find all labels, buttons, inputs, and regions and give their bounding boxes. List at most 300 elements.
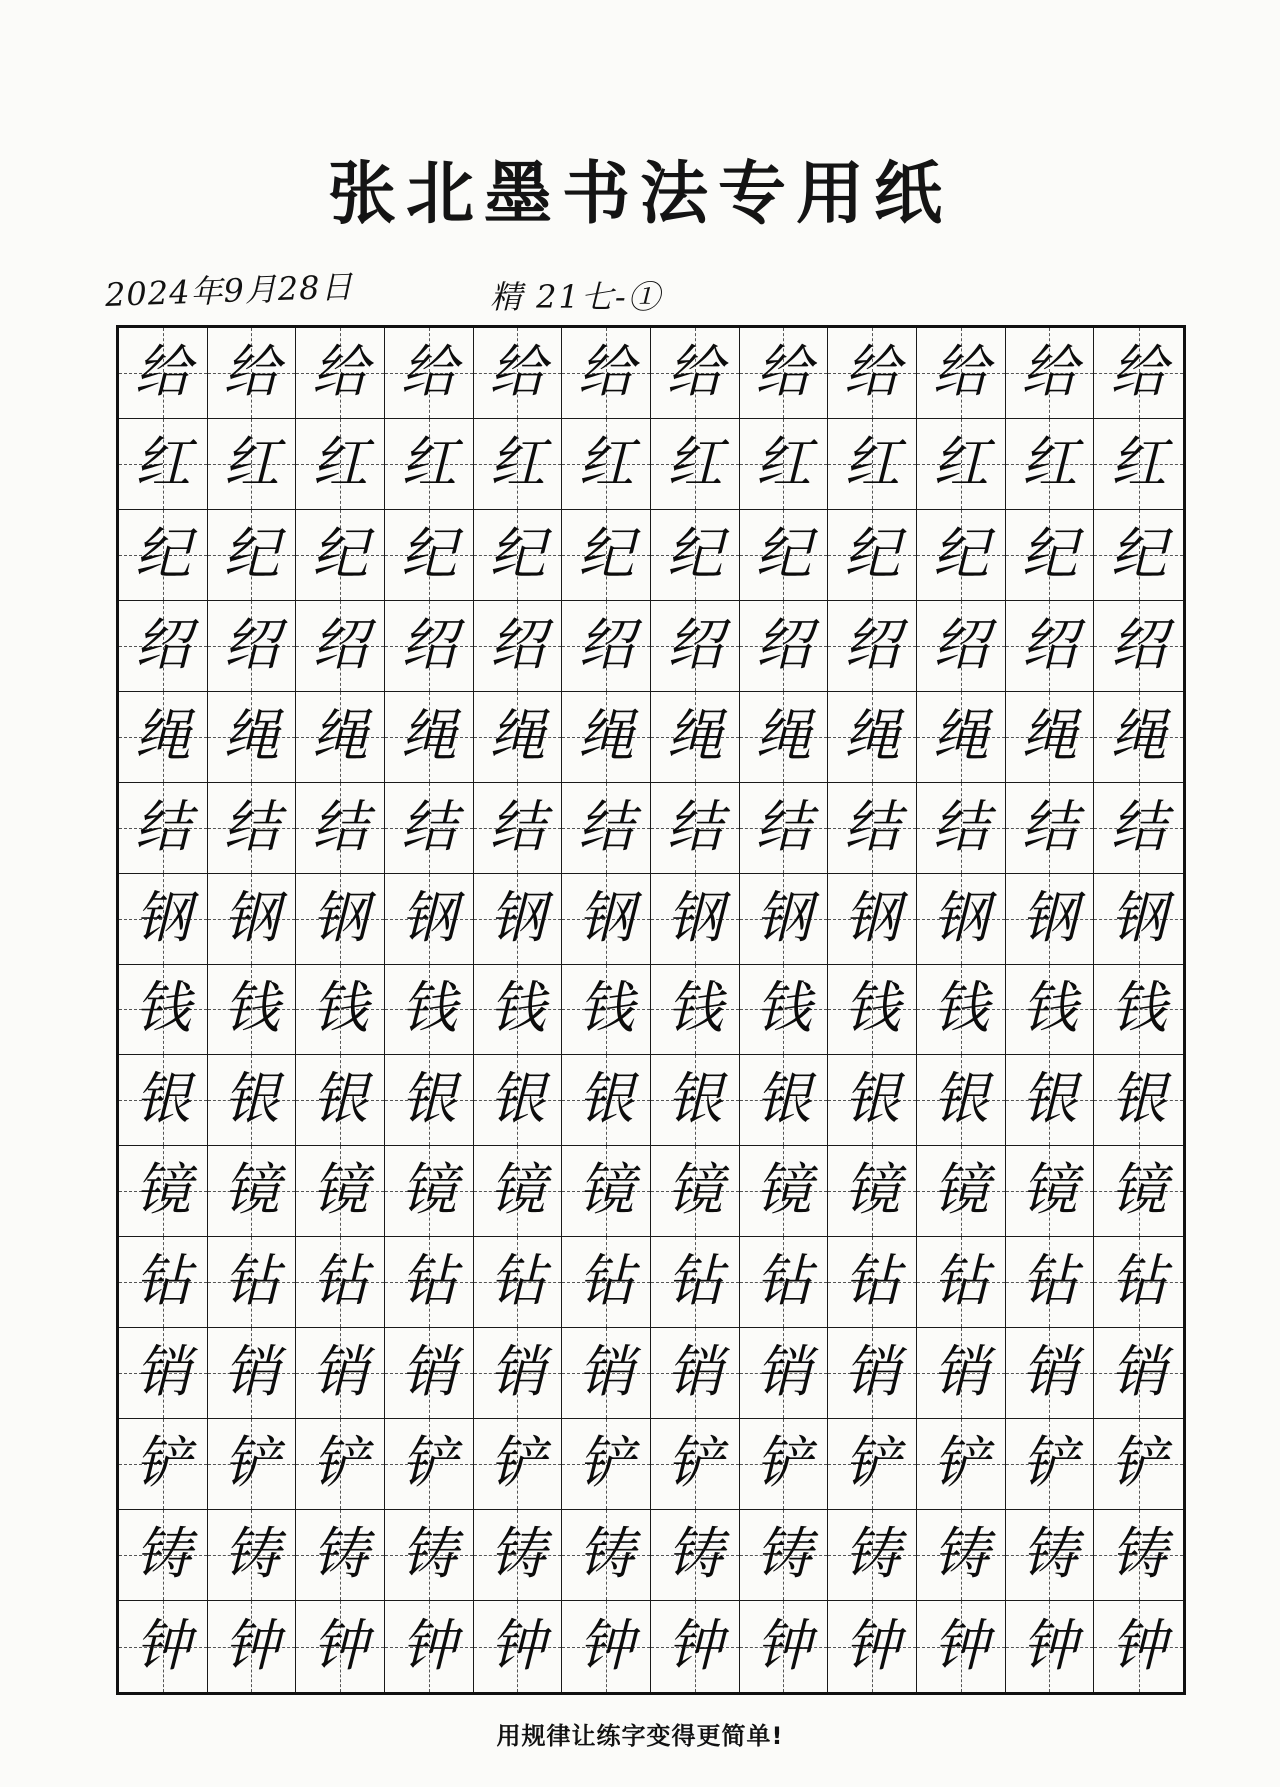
practice-character: 纪 <box>134 521 191 587</box>
grid-cell <box>474 328 563 419</box>
practice-character: 铲 <box>1021 1431 1078 1497</box>
grid-cell <box>1094 1419 1183 1510</box>
practice-character: 铸 <box>223 1522 280 1588</box>
practice-character: 钱 <box>755 976 812 1042</box>
grid-cell <box>385 328 474 419</box>
practice-character: 铸 <box>1021 1522 1078 1588</box>
practice-character: 铲 <box>489 1431 546 1497</box>
practice-character: 销 <box>1110 1340 1167 1406</box>
practice-character: 绳 <box>1021 703 1078 769</box>
grid-cell <box>917 1510 1006 1601</box>
grid-cell <box>740 510 829 601</box>
practice-character: 给 <box>666 339 723 405</box>
grid-cell <box>119 1146 208 1237</box>
grid-cell <box>208 692 297 783</box>
practice-character: 钻 <box>223 1249 280 1315</box>
grid-cell <box>740 419 829 510</box>
practice-character: 钢 <box>666 885 723 951</box>
grid-cell <box>828 1419 917 1510</box>
grid-cell <box>474 419 563 510</box>
grid-cell <box>474 1237 563 1328</box>
practice-character: 银 <box>489 1067 546 1133</box>
practice-character: 纪 <box>755 521 812 587</box>
practice-character: 结 <box>1021 794 1078 860</box>
practice-character: 镜 <box>400 1158 457 1224</box>
practice-character: 钻 <box>932 1249 989 1315</box>
practice-character: 钱 <box>1021 976 1078 1042</box>
practice-character: 镜 <box>755 1158 812 1224</box>
grid-cell <box>385 874 474 965</box>
grid-cell <box>208 1510 297 1601</box>
practice-character: 钢 <box>1110 885 1167 951</box>
practice-character: 给 <box>755 339 812 405</box>
grid-cell <box>208 419 297 510</box>
practice-character: 绳 <box>666 703 723 769</box>
practice-character: 镜 <box>844 1158 901 1224</box>
grid-cell <box>651 1237 740 1328</box>
practice-character: 钢 <box>223 885 280 951</box>
practice-character: 红 <box>312 430 369 496</box>
practice-character: 红 <box>489 430 546 496</box>
practice-character: 镜 <box>1021 1158 1078 1224</box>
practice-character: 铸 <box>1110 1522 1167 1588</box>
grid-cell <box>296 1146 385 1237</box>
practice-character: 钱 <box>489 976 546 1042</box>
grid-cell <box>474 1510 563 1601</box>
grid-cell <box>562 1328 651 1419</box>
grid-cell <box>1094 965 1183 1056</box>
practice-character: 钱 <box>844 976 901 1042</box>
practice-character: 铸 <box>755 1522 812 1588</box>
practice-character: 给 <box>844 339 901 405</box>
practice-character: 铸 <box>844 1522 901 1588</box>
practice-character: 钻 <box>755 1249 812 1315</box>
grid-cell <box>917 1237 1006 1328</box>
practice-character: 银 <box>312 1067 369 1133</box>
grid-cell <box>740 1419 829 1510</box>
grid-cell <box>1006 1237 1095 1328</box>
practice-character: 纪 <box>666 521 723 587</box>
practice-character: 铲 <box>755 1431 812 1497</box>
grid-cell <box>1094 419 1183 510</box>
grid-cell <box>1006 1146 1095 1237</box>
practice-character: 绍 <box>223 612 280 678</box>
grid-cell <box>1006 965 1095 1056</box>
page-title: 张北墨书法专用纸 <box>327 154 952 234</box>
grid-cell <box>385 692 474 783</box>
practice-character: 结 <box>223 794 280 860</box>
practice-character: 铸 <box>134 1522 191 1588</box>
practice-character: 镜 <box>666 1158 723 1224</box>
practice-character: 钻 <box>844 1249 901 1315</box>
practice-character: 绳 <box>134 703 191 769</box>
grid-cell <box>828 1237 917 1328</box>
practice-character: 红 <box>844 430 901 496</box>
practice-character: 铸 <box>400 1522 457 1588</box>
grid-cell <box>296 783 385 874</box>
practice-character: 银 <box>666 1067 723 1133</box>
grid-cell <box>740 1055 829 1146</box>
grid-cell <box>208 328 297 419</box>
practice-character: 镜 <box>134 1158 191 1224</box>
grid-cell <box>474 783 563 874</box>
grid-cell <box>385 510 474 601</box>
practice-character: 销 <box>666 1340 723 1406</box>
practice-character: 钟 <box>223 1613 280 1679</box>
practice-character: 钻 <box>312 1249 369 1315</box>
practice-character: 绳 <box>489 703 546 769</box>
grid-cell <box>1094 874 1183 965</box>
grid-cell <box>1094 1146 1183 1237</box>
grid-cell <box>385 783 474 874</box>
grid-cell <box>562 1237 651 1328</box>
practice-character: 结 <box>666 794 723 860</box>
practice-character: 铲 <box>844 1431 901 1497</box>
practice-character: 钟 <box>578 1613 635 1679</box>
grid-cell <box>1094 1055 1183 1146</box>
grid-cell <box>917 1055 1006 1146</box>
practice-character: 给 <box>932 339 989 405</box>
practice-character: 绍 <box>312 612 369 678</box>
grid-cell <box>208 1601 297 1692</box>
grid-cell <box>208 1146 297 1237</box>
grid-cell <box>296 1328 385 1419</box>
practice-character: 钱 <box>1110 976 1167 1042</box>
practice-character: 钱 <box>578 976 635 1042</box>
practice-character: 红 <box>223 430 280 496</box>
practice-character: 纪 <box>1110 521 1167 587</box>
practice-character: 销 <box>578 1340 635 1406</box>
grid-cell <box>562 1419 651 1510</box>
practice-character: 销 <box>755 1340 812 1406</box>
grid-cell <box>828 601 917 692</box>
grid-cell <box>740 692 829 783</box>
practice-character: 绳 <box>400 703 457 769</box>
practice-character: 镜 <box>223 1158 280 1224</box>
practice-character: 绍 <box>489 612 546 678</box>
practice-character: 银 <box>1021 1067 1078 1133</box>
practice-character: 铲 <box>1110 1431 1167 1497</box>
practice-character: 给 <box>1021 339 1078 405</box>
practice-character: 铲 <box>223 1431 280 1497</box>
grid-cell <box>651 1328 740 1419</box>
practice-character: 钻 <box>666 1249 723 1315</box>
practice-character: 绳 <box>1110 703 1167 769</box>
grid-cell <box>1006 601 1095 692</box>
practice-character: 结 <box>312 794 369 860</box>
grid-cell <box>651 419 740 510</box>
grid-cell <box>296 874 385 965</box>
grid-cell <box>119 1419 208 1510</box>
practice-character: 红 <box>1021 430 1078 496</box>
grid-cell <box>1094 692 1183 783</box>
grid-cell <box>917 328 1006 419</box>
grid-cell <box>740 1510 829 1601</box>
grid-cell <box>474 1055 563 1146</box>
handwritten-code: 精 21七-① <box>490 278 662 316</box>
practice-character: 钢 <box>578 885 635 951</box>
grid-cell <box>828 874 917 965</box>
grid-cell <box>651 783 740 874</box>
grid-cell <box>208 874 297 965</box>
grid-cell <box>651 510 740 601</box>
grid-cell <box>917 419 1006 510</box>
practice-character: 结 <box>400 794 457 860</box>
grid-cell <box>562 328 651 419</box>
practice-character: 铲 <box>666 1431 723 1497</box>
practice-character: 铸 <box>578 1522 635 1588</box>
practice-character: 绳 <box>312 703 369 769</box>
practice-character: 铲 <box>578 1431 635 1497</box>
practice-character: 销 <box>932 1340 989 1406</box>
practice-character: 钟 <box>666 1613 723 1679</box>
practice-character: 铸 <box>312 1522 369 1588</box>
grid-cell <box>828 692 917 783</box>
grid-cell <box>1006 1419 1095 1510</box>
practice-character: 绳 <box>223 703 280 769</box>
practice-character: 钻 <box>400 1249 457 1315</box>
grid-cell <box>385 965 474 1056</box>
practice-character: 铲 <box>312 1431 369 1497</box>
practice-character: 钢 <box>844 885 901 951</box>
grid-cell <box>562 692 651 783</box>
grid-cell <box>562 510 651 601</box>
practice-character: 银 <box>844 1067 901 1133</box>
grid-cell <box>385 1055 474 1146</box>
grid-cell <box>562 1146 651 1237</box>
grid-cell <box>474 874 563 965</box>
grid-cell <box>917 1601 1006 1692</box>
grid-cell <box>208 510 297 601</box>
practice-character: 钢 <box>932 885 989 951</box>
grid-cell <box>385 1237 474 1328</box>
practice-character: 钟 <box>489 1613 546 1679</box>
practice-character: 铲 <box>932 1431 989 1497</box>
practice-character: 镜 <box>578 1158 635 1224</box>
grid-cell <box>740 1146 829 1237</box>
practice-character: 钻 <box>489 1249 546 1315</box>
grid-cell <box>917 601 1006 692</box>
grid-cell <box>651 1146 740 1237</box>
grid-cell <box>474 1601 563 1692</box>
practice-character: 纪 <box>223 521 280 587</box>
grid-cell <box>1094 601 1183 692</box>
grid-cell <box>474 601 563 692</box>
grid-cell <box>651 874 740 965</box>
practice-character: 钢 <box>489 885 546 951</box>
grid-cell <box>562 1601 651 1692</box>
grid-cell <box>1006 783 1095 874</box>
grid-cell <box>474 692 563 783</box>
practice-character: 绍 <box>666 612 723 678</box>
practice-character: 镜 <box>489 1158 546 1224</box>
grid-cell <box>296 328 385 419</box>
grid-cell <box>1006 419 1095 510</box>
practice-character: 结 <box>932 794 989 860</box>
grid-cell <box>651 1419 740 1510</box>
practice-character: 销 <box>400 1340 457 1406</box>
practice-character: 红 <box>578 430 635 496</box>
grid-cell <box>296 965 385 1056</box>
grid-cell <box>208 601 297 692</box>
grid-cell <box>119 692 208 783</box>
grid-cell <box>740 1328 829 1419</box>
practice-character: 绍 <box>844 612 901 678</box>
grid-cell <box>1094 1601 1183 1692</box>
grid-cell <box>1094 783 1183 874</box>
grid-cell <box>562 874 651 965</box>
practice-character: 银 <box>223 1067 280 1133</box>
grid-cell <box>474 510 563 601</box>
practice-character: 铲 <box>134 1431 191 1497</box>
practice-character: 钟 <box>1021 1613 1078 1679</box>
grid-cell <box>651 601 740 692</box>
practice-character: 绳 <box>755 703 812 769</box>
practice-character: 钱 <box>400 976 457 1042</box>
practice-character: 钟 <box>844 1613 901 1679</box>
practice-character: 绳 <box>844 703 901 769</box>
grid-cell <box>119 874 208 965</box>
grid-cell <box>1006 1055 1095 1146</box>
grid-cell <box>296 510 385 601</box>
practice-character: 钻 <box>1021 1249 1078 1315</box>
grid-cell <box>740 965 829 1056</box>
grid-cell <box>208 1237 297 1328</box>
practice-character: 给 <box>223 339 280 405</box>
grid-cell <box>1094 1328 1183 1419</box>
practice-character: 给 <box>1110 339 1167 405</box>
grid-cell <box>1006 1601 1095 1692</box>
practice-character: 镜 <box>1110 1158 1167 1224</box>
grid-cell <box>562 601 651 692</box>
handwritten-date: 2024年9月28日 <box>104 267 355 314</box>
practice-character: 结 <box>844 794 901 860</box>
grid-cell <box>474 1146 563 1237</box>
grid-cell <box>385 1328 474 1419</box>
practice-character: 结 <box>578 794 635 860</box>
grid-cell <box>917 965 1006 1056</box>
practice-character: 绍 <box>134 612 191 678</box>
grid-cell <box>562 1055 651 1146</box>
grid-cell <box>828 1055 917 1146</box>
grid-cell <box>119 601 208 692</box>
grid-cell <box>119 419 208 510</box>
grid-cell <box>562 965 651 1056</box>
grid-cell <box>119 510 208 601</box>
practice-character: 钟 <box>400 1613 457 1679</box>
practice-character: 银 <box>1110 1067 1167 1133</box>
practice-character: 钱 <box>932 976 989 1042</box>
practice-character: 钢 <box>312 885 369 951</box>
practice-character: 钟 <box>312 1613 369 1679</box>
practice-character: 给 <box>578 339 635 405</box>
grid-cell <box>562 1510 651 1601</box>
practice-character: 铸 <box>666 1522 723 1588</box>
grid-cell <box>917 692 1006 783</box>
practice-character: 铲 <box>400 1431 457 1497</box>
grid-cell <box>828 1146 917 1237</box>
grid-cell <box>828 1510 917 1601</box>
grid-cell <box>208 1419 297 1510</box>
practice-character: 结 <box>134 794 191 860</box>
grid-cell <box>651 1055 740 1146</box>
grid-cell <box>296 601 385 692</box>
grid-cell <box>119 1510 208 1601</box>
grid-cell <box>385 1146 474 1237</box>
practice-character: 给 <box>134 339 191 405</box>
grid-cell <box>828 510 917 601</box>
grid-cell <box>208 783 297 874</box>
practice-character: 销 <box>844 1340 901 1406</box>
practice-character: 绍 <box>755 612 812 678</box>
grid-cell <box>562 783 651 874</box>
practice-character: 钻 <box>578 1249 635 1315</box>
practice-character: 纪 <box>1021 521 1078 587</box>
practice-character: 绍 <box>932 612 989 678</box>
practice-character: 纪 <box>578 521 635 587</box>
grid-cell <box>651 328 740 419</box>
practice-character: 销 <box>134 1340 191 1406</box>
practice-character: 红 <box>755 430 812 496</box>
practice-character: 钟 <box>1110 1613 1167 1679</box>
grid-cell <box>651 1510 740 1601</box>
practice-character: 钱 <box>223 976 280 1042</box>
grid-cell <box>119 1237 208 1328</box>
grid-cell <box>740 783 829 874</box>
practice-character: 结 <box>1110 794 1167 860</box>
practice-character: 钻 <box>1110 1249 1167 1315</box>
practice-character: 镜 <box>932 1158 989 1224</box>
grid-cell <box>296 1237 385 1328</box>
grid-cell <box>828 783 917 874</box>
grid-cell <box>917 1328 1006 1419</box>
grid-cell <box>1006 874 1095 965</box>
practice-character: 结 <box>755 794 812 860</box>
grid-cell <box>385 601 474 692</box>
grid-cell <box>208 965 297 1056</box>
grid-cell <box>119 328 208 419</box>
grid-cell <box>385 419 474 510</box>
grid-cell <box>296 419 385 510</box>
practice-character: 纪 <box>312 521 369 587</box>
practice-character: 铸 <box>932 1522 989 1588</box>
practice-character: 纪 <box>932 521 989 587</box>
grid-cell <box>296 692 385 783</box>
practice-character: 钱 <box>312 976 369 1042</box>
grid-cell <box>1094 510 1183 601</box>
grid-cell <box>917 783 1006 874</box>
practice-character: 纪 <box>400 521 457 587</box>
grid-cell <box>208 1328 297 1419</box>
practice-character: 结 <box>489 794 546 860</box>
grid-cell <box>740 601 829 692</box>
grid-cell <box>119 1055 208 1146</box>
grid-cell <box>1006 510 1095 601</box>
practice-character: 银 <box>578 1067 635 1133</box>
practice-character: 钟 <box>755 1613 812 1679</box>
practice-character: 钢 <box>1021 885 1078 951</box>
practice-character: 给 <box>489 339 546 405</box>
grid-cell <box>917 874 1006 965</box>
grid-cell <box>296 1055 385 1146</box>
practice-character: 红 <box>400 430 457 496</box>
practice-character: 纪 <box>844 521 901 587</box>
grid-cell <box>1094 1237 1183 1328</box>
practice-character: 红 <box>932 430 989 496</box>
grid-cell <box>917 1419 1006 1510</box>
grid-cell <box>474 1419 563 1510</box>
grid-cell <box>740 328 829 419</box>
